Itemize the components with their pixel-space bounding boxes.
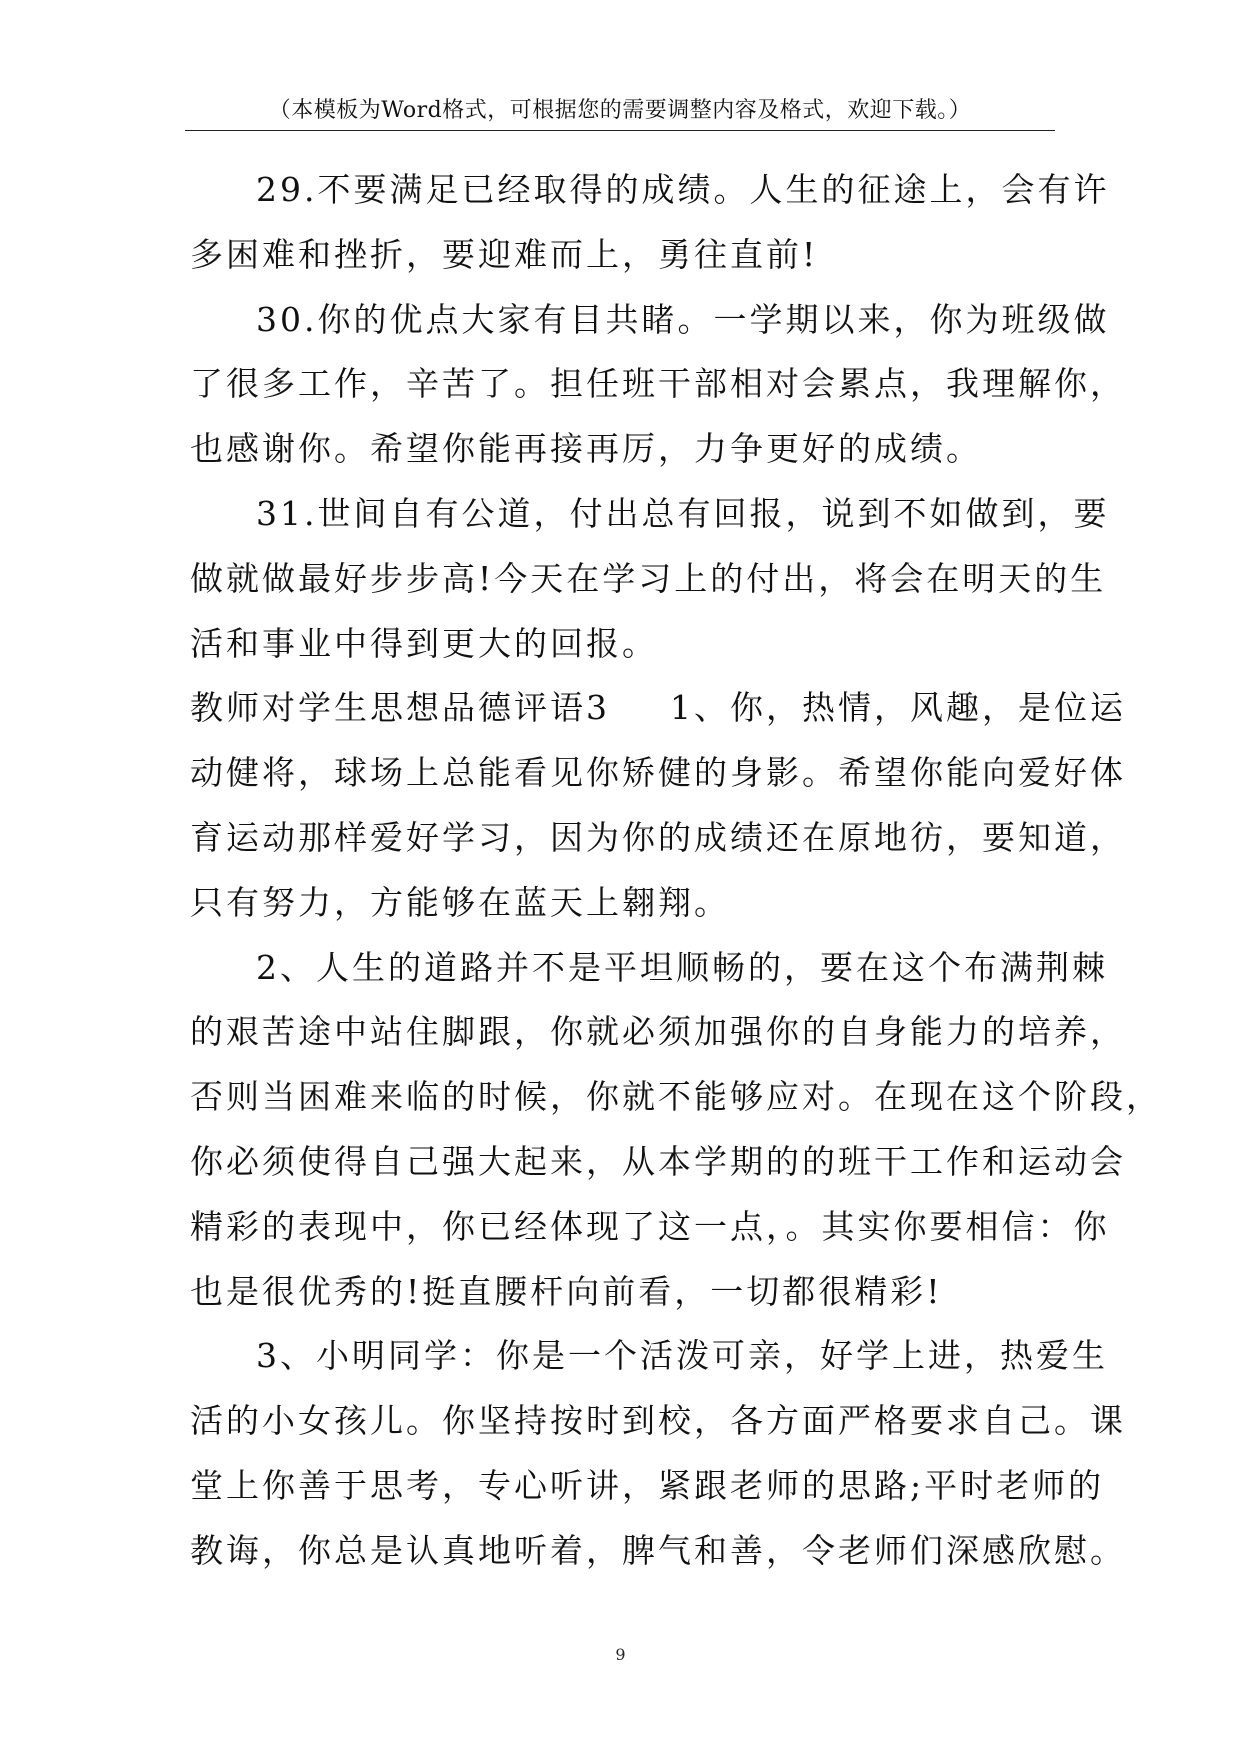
paragraph-line: 育运动那样爱好学习，因为你的成绩还在原地彷，要知道， bbox=[190, 817, 1126, 857]
paragraph-line: 3、小明同学：你是一个活泼可亲，好学上进，热爱生 bbox=[256, 1336, 1108, 1376]
section-heading: 教师对学生思想品德评语3 bbox=[190, 688, 610, 728]
paragraph-line: 做就做最好步步高!今天在学习上的付出，将会在明天的生 bbox=[190, 558, 1107, 598]
paragraph-line: 教诲，你总是认真地听着，脾气和善，令老师们深感欣慰。 bbox=[190, 1530, 1126, 1570]
paragraph-line: 多困难和挫折，要迎难而上，勇往直前! bbox=[190, 234, 819, 274]
paragraph-line: 也感谢你。希望你能再接再厉，力争更好的成绩。 bbox=[190, 429, 982, 469]
paragraph-start: 1、你，热情，风趣，是位运 bbox=[670, 688, 1126, 728]
paragraph-line: 活的小女孩儿。你坚持按时到校，各方面严格要求自己。课 bbox=[190, 1401, 1126, 1441]
paragraph-line: 了很多工作，辛苦了。担任班干部相对会累点，我理解你， bbox=[190, 364, 1126, 404]
paragraph-line: 堂上你善于思考，专心听讲，紧跟老师的思路;平时老师的 bbox=[190, 1465, 1105, 1505]
paragraph-line: 29.不要满足已经取得的成绩。人生的征途上，会有许 bbox=[256, 170, 1110, 209]
paragraph-line: 精彩的表现中，你已经体现了这一点，。其实你要相信：你 bbox=[190, 1206, 1110, 1246]
paragraph-line: 31.世间自有公道，付出总有回报，说到不如做到，要 bbox=[256, 493, 1110, 533]
document-body bbox=[190, 158, 1162, 1584]
paragraph-line: 活和事业中得到更大的回报。 bbox=[190, 623, 658, 663]
paragraph-line: 否则当困难来临的时候，你就不能够应对。在现在这个阶段， bbox=[190, 1077, 1162, 1117]
paragraph-line: 只有努力，方能够在蓝天上翱翔。 bbox=[190, 882, 730, 922]
paragraph-line: 也是很优秀的!挺直腰杆向前看，一切都很精彩! bbox=[190, 1271, 943, 1311]
paragraph-line: 30.你的优点大家有目共睹。一学期以来，你为班级做 bbox=[256, 299, 1110, 339]
page-number: 9 bbox=[615, 1645, 626, 1664]
paragraph-line: 2、人生的道路并不是平坦顺畅的，要在这个布满荆棘 bbox=[256, 947, 1108, 987]
paragraph-line: 的艰苦途中站住脚跟，你就必须加强你的自身能力的培养， bbox=[190, 1012, 1126, 1052]
paragraph-line: 你必须使得自己强大起来，从本学期的的班干工作和运动会 bbox=[190, 1141, 1126, 1181]
page-header: （本模板为Word格式，可根据您的需要调整内容及格式，欢迎下载。） bbox=[268, 98, 972, 123]
section-heading-line bbox=[190, 676, 1126, 741]
paragraph-line: 动健将，球场上总能看见你矫健的身影。希望你能向爱好体 bbox=[190, 753, 1126, 793]
header-divider bbox=[185, 130, 1055, 131]
